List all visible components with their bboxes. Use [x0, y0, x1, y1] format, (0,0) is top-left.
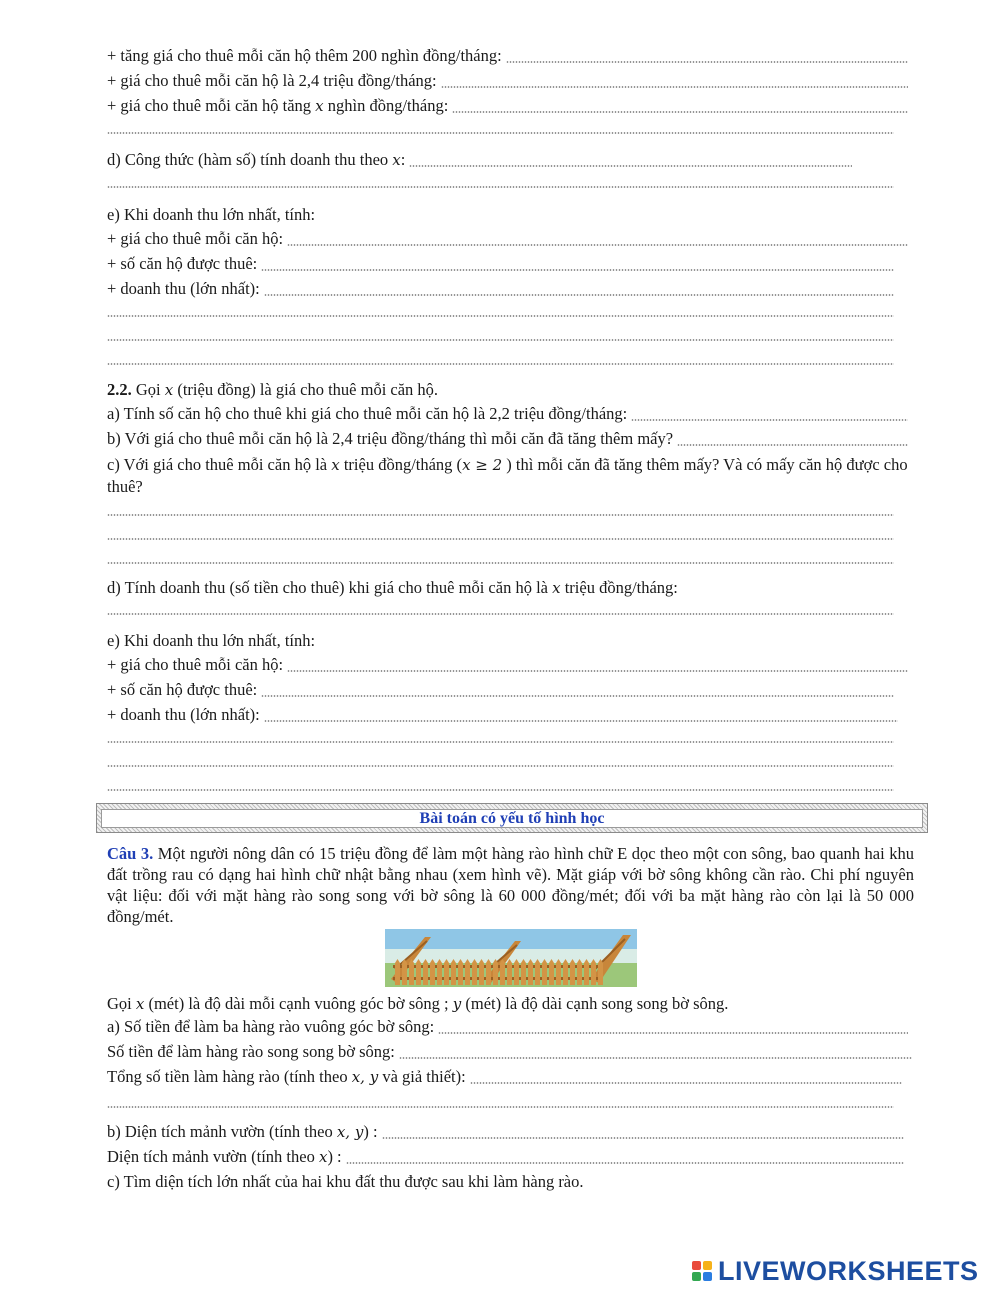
fence-picket: [437, 959, 442, 985]
fence-picket: [395, 959, 400, 985]
dotted-blank[interactable]: [107, 741, 894, 743]
answer-line-revenue-formula[interactable]: [107, 150, 852, 172]
prompt-text: + tăng giá cho thuê mỗi căn hộ thêm 200 nghìn đồng/tháng:: [107, 46, 502, 65]
prompt-text: + giá cho thuê mỗi căn hộ là 2,4 triệu đồng/tháng:: [107, 71, 437, 90]
answer-line-area-x[interactable]: [107, 1147, 904, 1169]
dotted-blank[interactable]: [677, 444, 908, 446]
question-c-text: c) Với giá cho thuê mỗi căn hộ là x triệu đồng/tháng (x ≥ 2 ) thì mỗi căn đã tăng thêm mấy? Và có mấy căn hộ được cho thuê?: [107, 455, 908, 496]
prompt-text: b) Với giá cho thuê mỗi căn hộ là 2,4 triệu đồng/tháng thì mỗi căn đã tăng thêm mấy?: [107, 429, 674, 448]
answer-line-max-price[interactable]: [107, 229, 908, 251]
answer-line-area-xy[interactable]: [107, 1122, 904, 1144]
dotted-blank[interactable]: [287, 244, 908, 246]
prompt-text: Số tiền để làm hàng rào song song bờ sông:: [107, 1042, 395, 1061]
fence-picket: [591, 959, 596, 985]
dotted-blank[interactable]: [107, 765, 894, 767]
answer-line-max-price[interactable]: [107, 655, 908, 677]
prompt-text: + doanh thu (lớn nhất):: [107, 705, 260, 724]
answer-line-parallel-cost[interactable]: [107, 1042, 912, 1064]
fence-picket: [549, 959, 554, 985]
dotted-blank[interactable]: [107, 363, 894, 365]
prompt-text: b) Diện tích mảnh vườn (tính theo x, y) :: [107, 1122, 378, 1141]
dotted-blank[interactable]: [382, 1137, 904, 1139]
fence-picket: [416, 959, 421, 985]
fence-picket: [528, 959, 533, 985]
dotted-blank[interactable]: [107, 186, 894, 188]
prompt-text: + doanh thu (lớn nhất):: [107, 279, 260, 298]
dotted-blank[interactable]: [107, 538, 894, 540]
dotted-blank[interactable]: [470, 1082, 902, 1084]
answer-line-increase-2-4[interactable]: [107, 429, 908, 451]
fence-picket: [430, 959, 435, 985]
dotted-blank[interactable]: [264, 294, 894, 296]
dotted-blank[interactable]: [287, 670, 908, 672]
prompt-text: Diện tích mảnh vườn (tính theo x) :: [107, 1147, 342, 1166]
answer-line-max-units[interactable]: [107, 680, 894, 702]
dotted-blank[interactable]: [107, 514, 894, 516]
fence-picket: [514, 959, 519, 985]
question-c-text: c) Tìm diện tích lớn nhất của hai khu đất thu được sau khi làm hàng rào.: [107, 1172, 584, 1191]
prompt-text: + giá cho thuê mỗi căn hộ:: [107, 229, 284, 248]
dotted-blank[interactable]: [452, 111, 908, 113]
dotted-blank[interactable]: [261, 695, 894, 697]
dotted-blank[interactable]: [631, 419, 908, 421]
fence-picket: [458, 959, 463, 985]
answer-line-max-units[interactable]: [107, 254, 894, 276]
prompt-text: a) Tính số căn hộ cho thuê khi giá cho thuê mỗi căn hộ là 2,2 triệu đồng/tháng:: [107, 404, 628, 423]
fence-picket: [423, 959, 428, 985]
fence-picket: [577, 959, 582, 985]
prompt-text: d) Công thức (hàm số) tính doanh thu theo x:: [107, 150, 406, 169]
fence-picket: [556, 959, 561, 985]
answer-line-increase-200[interactable]: [107, 46, 908, 68]
answer-line-max-revenue[interactable]: [107, 705, 898, 727]
answer-line-increase-x[interactable]: [107, 96, 908, 118]
fence-picket: [598, 959, 603, 985]
question-3-text: Câu 3. Một người nông dân có 15 triệu đồng để làm một hàng rào hình chữ E dọc theo một con sông, bao quanh hai khu đất trồng rau có dạng hai hình chữ nhật bằng nhau (xem hình vẽ). Mặt giáp với bờ sông không cần rào. Chi phí nguyên vật liệu: đối với mặt hàng rào song song với bờ sông là 60 000 đồng/mét; đối với ba mặt hàng rào còn lại là 50 000 đồng/mét.: [107, 844, 914, 926]
fence-picket: [486, 959, 491, 985]
dotted-blank[interactable]: [264, 720, 898, 722]
fence-picket: [409, 959, 414, 985]
answer-line-units-2-2[interactable]: [107, 404, 908, 426]
fence-picket: [444, 959, 449, 985]
question-label: Câu 3.: [107, 844, 154, 863]
dotted-blank[interactable]: [399, 1057, 912, 1059]
fence-picket: [500, 959, 505, 985]
dotted-blank[interactable]: [506, 61, 908, 63]
fence-picket: [493, 959, 498, 985]
question-heading: e) Khi doanh thu lớn nhất, tính:: [107, 631, 316, 650]
liveworksheets-logo[interactable]: [692, 1256, 979, 1287]
fence-picket: [535, 959, 540, 985]
fence-picket: [479, 959, 484, 985]
prompt-text: + số căn hộ được thuê:: [107, 254, 258, 273]
section-banner: [96, 803, 928, 833]
dotted-blank[interactable]: [107, 613, 894, 615]
prompt-text: + giá cho thuê mỗi căn hộ tăng x nghìn đồng/tháng:: [107, 96, 449, 115]
fence-picket: [472, 959, 477, 985]
dotted-blank[interactable]: [438, 1032, 908, 1034]
question-heading: e) Khi doanh thu lớn nhất, tính:: [107, 205, 316, 224]
dotted-blank[interactable]: [107, 789, 894, 791]
dotted-blank[interactable]: [107, 315, 894, 317]
logo-text: LIVEWORKSHEETS: [718, 1256, 979, 1286]
dotted-blank[interactable]: [107, 562, 894, 564]
define-variables: Gọi x (mét) là độ dài mỗi cạnh vuông góc bờ sông ; y (mét) là độ dài cạnh song song bờ sông.: [107, 994, 729, 1013]
prompt-text: + số căn hộ được thuê:: [107, 680, 258, 699]
dotted-blank[interactable]: [107, 339, 894, 341]
banner-inner: [101, 809, 923, 828]
fence-picket: [507, 959, 512, 985]
fence-picket: [570, 959, 575, 985]
answer-line-max-revenue[interactable]: [107, 279, 894, 301]
answer-line-total-cost[interactable]: [107, 1067, 902, 1089]
dotted-blank[interactable]: [346, 1162, 904, 1164]
fence-picket: [542, 959, 547, 985]
section-2-2-heading: 2.2. Gọi x (triệu đồng) là giá cho thuê mỗi căn hộ.: [107, 380, 439, 399]
fence-picket: [465, 959, 470, 985]
dotted-blank[interactable]: [261, 269, 894, 271]
prompt-text: + giá cho thuê mỗi căn hộ:: [107, 655, 284, 674]
question-d-text: d) Tính doanh thu (số tiền cho thuê) khi giá cho thuê mỗi căn hộ là x triệu đồng/tháng:: [107, 578, 678, 597]
dotted-blank[interactable]: [107, 1106, 894, 1108]
dotted-blank[interactable]: [441, 86, 908, 88]
liveworksheets-logo-icon: [692, 1261, 714, 1283]
fence-picket: [402, 959, 407, 985]
answer-line-price-2-4[interactable]: [107, 71, 908, 93]
fence-picket: [584, 959, 589, 985]
fence-picket: [521, 959, 526, 985]
banner-title: Bài toán có yếu tố hình học: [419, 809, 605, 827]
dotted-blank[interactable]: [107, 132, 894, 134]
prompt-text: a) Số tiền để làm ba hàng rào vuông góc bờ sông:: [107, 1017, 435, 1036]
fence-picket: [563, 959, 568, 985]
answer-line-perpendicular-cost[interactable]: [107, 1017, 908, 1039]
prompt-text: Tổng số tiền làm hàng rào (tính theo x, y và giả thiết):: [107, 1067, 466, 1086]
fence-picket: [451, 959, 456, 985]
fence-illustration: [385, 929, 637, 987]
dotted-blank[interactable]: [409, 165, 852, 167]
